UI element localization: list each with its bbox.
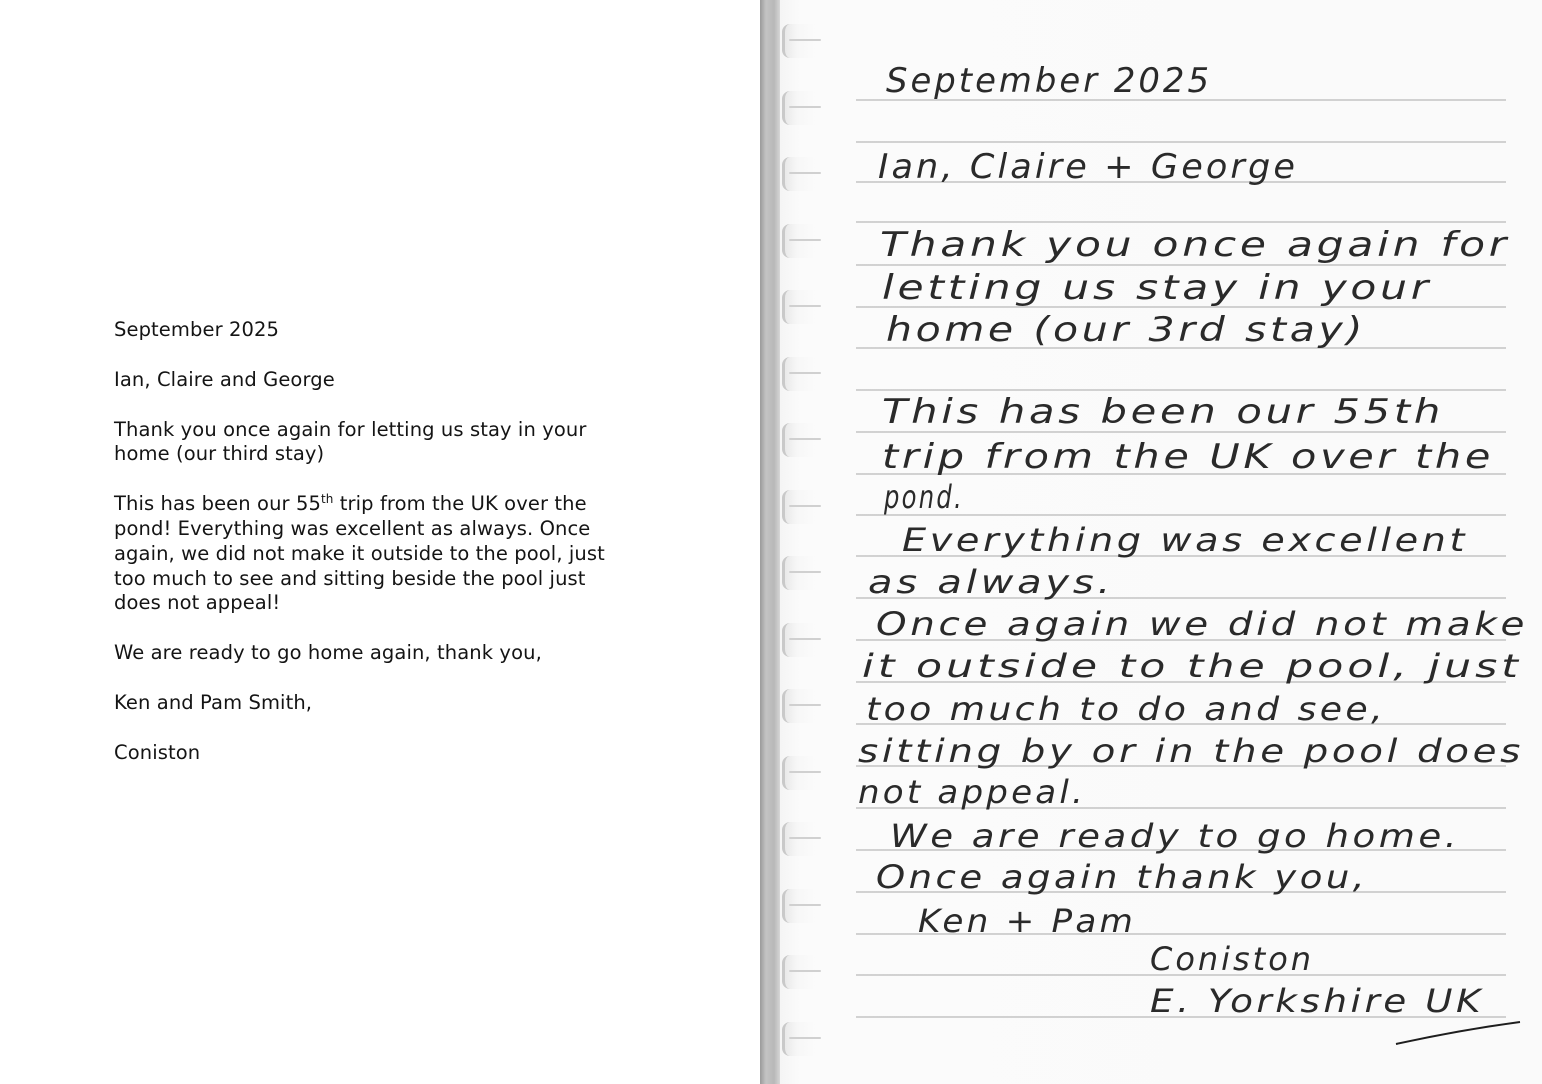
handwritten-line: Everything was excellent xyxy=(902,521,1468,559)
handwritten-notebook-page xyxy=(760,0,1542,1084)
typed-paragraph-2 xyxy=(114,492,654,616)
handwritten-line: too much to do and see, xyxy=(866,690,1386,728)
handwritten-line: as always. xyxy=(868,563,1114,601)
typed-signature: Ken and Pam Smith, xyxy=(114,690,313,714)
typed-paragraph-1: Thank you once again for letting us stay in your home (our third stay) xyxy=(114,417,587,466)
handwritten-line: This has been our 55th xyxy=(882,392,1444,432)
typed-closing: We are ready to go home again, thank you, xyxy=(114,641,542,665)
typed-greeting: Ian, Claire and George xyxy=(114,367,335,391)
typed-place: Coniston xyxy=(114,740,201,764)
handwritten-line: Ken + Pam xyxy=(918,902,1136,940)
typed-paragraph-2-rest: trip from the UK over the pond! Everything was excellent as always. Once again, we did not make it outside to the pool, just too much to see and sitting beside the pool just does not appeal! xyxy=(114,492,605,615)
handwritten-line: home (our 3rd stay) xyxy=(886,310,1366,350)
handwritten-line: We are ready to go home. xyxy=(890,817,1460,855)
handwritten-line: not appeal. xyxy=(858,773,1086,811)
handwritten-line: trip from the UK over the xyxy=(882,437,1494,477)
typed-date: September 2025 xyxy=(114,318,280,341)
handwritten-line: Once again we did not make xyxy=(876,605,1528,643)
handwritten-line: Thank you once again for xyxy=(880,225,1510,265)
handwritten-line: September 2025 xyxy=(886,61,1212,101)
handwritten-line: sitting by or in the pool does xyxy=(858,732,1524,770)
handwritten-line: Ian, Claire + George xyxy=(878,147,1298,187)
handwritten-text xyxy=(760,0,1542,1084)
handwritten-line: it outside to the pool, just xyxy=(862,647,1522,685)
handwritten-line: letting us stay in your xyxy=(882,268,1432,308)
ordinal-suffix: th xyxy=(320,492,334,507)
handwritten-line: Coniston xyxy=(1150,940,1314,978)
handwritten-line: pond. xyxy=(883,478,964,516)
typed-paragraph-2-start: This has been our 55 xyxy=(114,492,321,516)
handwritten-line: Once again thank you, xyxy=(876,858,1368,896)
typed-transcription xyxy=(114,318,654,791)
handwritten-line: E. Yorkshire UK xyxy=(1150,982,1485,1020)
